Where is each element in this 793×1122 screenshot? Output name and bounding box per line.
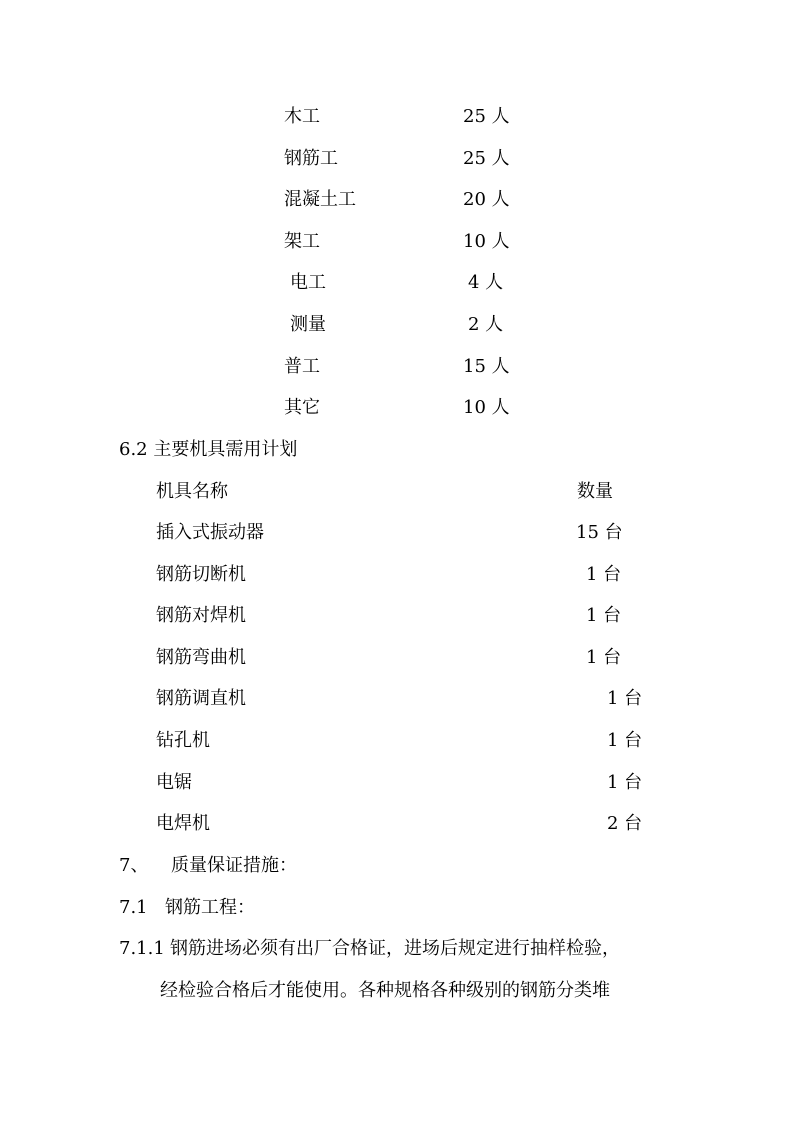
labor-trade: 混凝土工 — [284, 189, 356, 210]
clause-text-line: 经检验合格后才能使用。各种规格各种级别的钢筋分类堆 — [160, 980, 610, 1001]
machinery-name: 插入式振动器 — [156, 522, 264, 543]
machinery-col-name: 机具名称 — [156, 481, 228, 502]
labor-count: 20 人 — [463, 189, 510, 210]
labor-count: 2 人 — [468, 314, 504, 335]
labor-trade: 木工 — [284, 106, 320, 127]
machinery-col-qty: 数量 — [577, 481, 613, 502]
section-number: 7、 — [119, 855, 149, 876]
machinery-qty: 15 台 — [576, 522, 623, 543]
machinery-name: 钢筋对焊机 — [156, 605, 246, 626]
labor-count: 10 人 — [463, 231, 510, 252]
labor-count: 25 人 — [463, 148, 510, 169]
labor-trade: 普工 — [284, 356, 320, 377]
machinery-qty: 1 台 — [607, 730, 643, 751]
subsection-title: 钢筋工程： — [165, 897, 255, 918]
section-title: 质量保证措施： — [171, 855, 297, 876]
machinery-qty: 1 台 — [607, 772, 643, 793]
machinery-qty: 1 台 — [607, 688, 643, 709]
machinery-name: 钻孔机 — [156, 730, 210, 751]
machinery-name: 钢筋弯曲机 — [156, 647, 246, 668]
subsection-number: 7.1 — [119, 897, 148, 918]
clause-text-line: 钢筋进场必须有出厂合格证，进场后规定进行抽样检验， — [170, 938, 620, 959]
labor-count: 10 人 — [463, 397, 510, 418]
labor-count: 15 人 — [463, 356, 510, 377]
labor-count: 4 人 — [468, 272, 504, 293]
labor-trade: 架工 — [284, 231, 320, 252]
labor-trade: 钢筋工 — [284, 148, 338, 169]
machinery-qty: 2 台 — [607, 813, 643, 834]
clause-number: 7.1.1 — [119, 938, 165, 959]
machinery-heading: 6.2 主要机具需用计划 — [119, 439, 298, 460]
labor-count: 25 人 — [463, 106, 510, 127]
labor-trade: 电工 — [290, 272, 326, 293]
machinery-qty: 1 台 — [586, 647, 622, 668]
machinery-name: 钢筋切断机 — [156, 564, 246, 585]
machinery-qty: 1 台 — [586, 564, 622, 585]
machinery-name: 电锯 — [156, 772, 192, 793]
labor-trade: 测量 — [290, 314, 326, 335]
machinery-name: 钢筋调直机 — [156, 688, 246, 709]
machinery-name: 电焊机 — [156, 813, 210, 834]
labor-trade: 其它 — [284, 397, 320, 418]
machinery-qty: 1 台 — [586, 605, 622, 626]
